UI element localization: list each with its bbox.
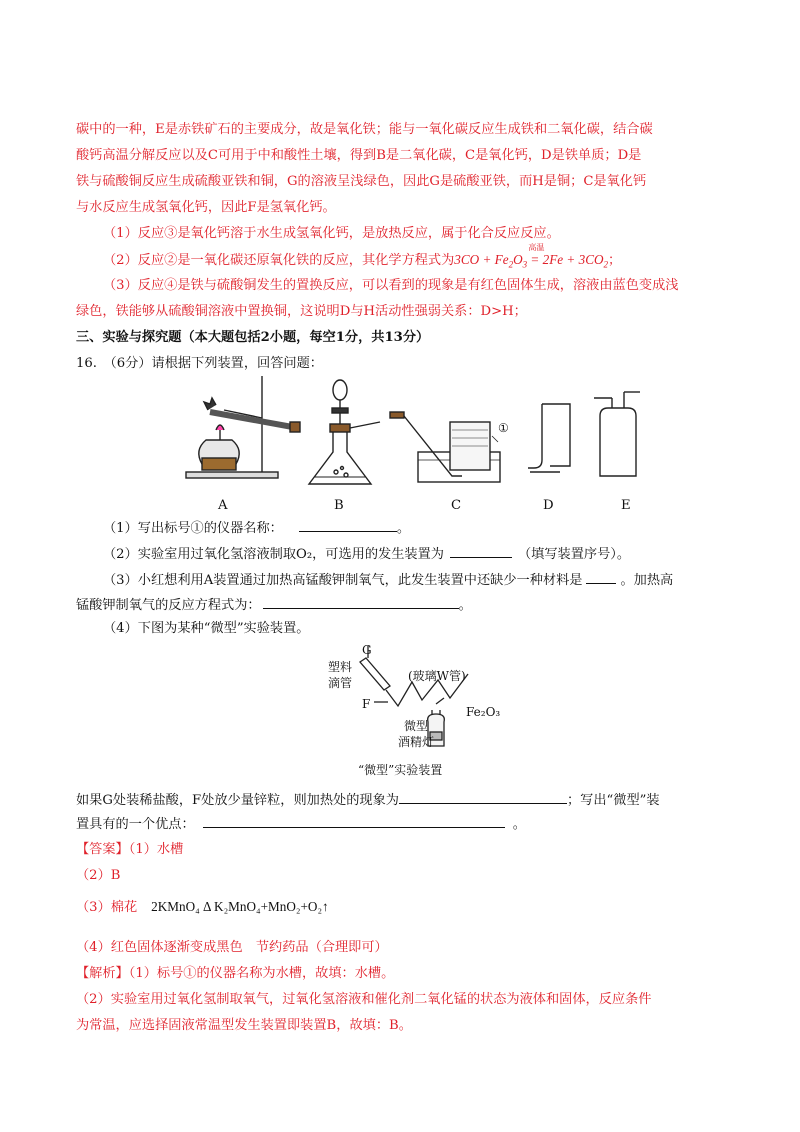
apparatus-e (594, 392, 640, 476)
question-4-text-a: 如果G处装稀盐酸，F处放少量锌粒，则加热处的现象为 (76, 793, 399, 808)
question-4-end: 。 (512, 817, 526, 832)
analysis-line-1 (76, 964, 394, 984)
label-c: C (451, 498, 462, 513)
answer-label: 【答案】 (76, 842, 129, 857)
question-3 (103, 570, 673, 591)
micro-label-lamp-2: 酒精灯 (398, 735, 435, 749)
answer-blank-2[interactable] (450, 544, 512, 558)
micro-label-dropper: 滴管 (328, 676, 353, 690)
solution-answer-2 (103, 243, 622, 275)
question-2 (103, 544, 630, 565)
answer-blank-4a[interactable] (399, 790, 567, 804)
answer-2: （2）B (76, 868, 121, 883)
label-a: A (218, 498, 228, 513)
solution-line: 碳中的一种，E是赤铁矿石的主要成分，故是氧化铁；能与一氧化碳反应生成铁和二氧化碳，结合碳 (76, 122, 653, 137)
question-4-text-b: ；写出“微型”装 (567, 793, 660, 808)
micro-label-lamp-1: 微型 (404, 719, 429, 733)
micro-label-g: G (362, 643, 372, 657)
section-title: 三、实验与探究题（本大题包括2小题，每空1分，共13分） (76, 330, 430, 345)
answer-blank-4b[interactable] (203, 814, 505, 828)
apparatus-figure (180, 372, 650, 512)
answer-blank-3b[interactable] (263, 595, 459, 609)
question-number: 16. （6分）请根据下列装置，回答问题： (76, 356, 323, 371)
micro-label-tube: (玻璃W管) (408, 669, 466, 683)
micro-label-plastic: 塑料 (328, 660, 353, 674)
question-1-text: （1）写出标号①的仪器名称： (103, 521, 283, 536)
question-3-cont (76, 595, 472, 616)
solution-answer-3b: 绿色，铁能够从硫酸铜溶液中置换铜，这说明D与H活动性强弱关系：D>H； (76, 304, 527, 319)
analysis-2b: 为常温，应选择固液常温型发生装置即装置B，故填：B。 (76, 1018, 412, 1033)
micro-label-fe2o3: Fe₂O₃ (466, 705, 501, 719)
question-4: （4）下图为某种“微型”实验装置。 (103, 621, 310, 636)
solution-answer-1: （1）反应③是氧化钙溶于水生成氢氧化钙，是放热反应，属于化合反应反应。 (103, 226, 560, 241)
question-3-text-b: 。加热高 (620, 573, 674, 588)
question-3-text-c: 锰酸钾制氧气的反应方程式为： (76, 598, 261, 613)
question-1-end: 。 (396, 521, 411, 536)
solution-line: 酸钙高温分解反应以及C可用于中和酸性土壤，得到B是二氧化碳，C是氧化钙，D是铁单质；D是 (76, 148, 642, 163)
analysis-2a: （2）实验室用过氧化氢制取氧气，过氧化氢溶液和催化剂二氧化锰的状态为液体和固体，反应条件 (76, 992, 652, 1007)
micro-caption: “微型”实验装置 (358, 763, 443, 777)
solution-answer-3a: （3）反应④是铁与硫酸铜发生的置换反应，可以看到的现象是有红色固体生成，溶液由蓝色变成浅 (103, 278, 679, 293)
answer-line-3 (76, 897, 329, 918)
analysis-1: （1）标号①的仪器名称为水槽，故填：水槽。 (128, 966, 395, 981)
solution-line: 与水反应生成氢氧化钙，因此F是氢氧化钙。 (76, 200, 336, 215)
label-d: D (543, 498, 554, 513)
answer-line-1 (76, 840, 183, 860)
question-4-line-2 (76, 814, 526, 835)
answer-blank-3a[interactable] (586, 570, 616, 584)
analysis-label: 【解析】 (76, 966, 129, 981)
question-4-text-c: 置具有的一个优点： (76, 817, 195, 832)
answer-4: （4）红色固体逐渐变成黑色 节约药品（合理即可） (76, 940, 388, 955)
question-1 (103, 518, 410, 539)
marker-1: ① (498, 421, 509, 435)
question-3-end: 。 (458, 598, 472, 613)
apparatus-b (309, 380, 380, 484)
question-2-end: （填写装置序号）。 (518, 547, 631, 562)
fe2o3-equation: $3CO + Fe_2O_3$ 高温 = $2Fe + 3CO_2$ (454, 252, 608, 267)
apparatus-c (390, 412, 500, 482)
answer-blank-1[interactable] (299, 518, 397, 532)
question-4-line-1 (76, 790, 660, 811)
apparatus-a (186, 376, 300, 478)
solution-line: 铁与硫酸铜反应生成硫酸亚铁和铜，G的溶液呈浅绿色，因此G是硫酸亚铁，而H是铜；C是氧化钙 (76, 174, 647, 189)
label-b: B (334, 498, 344, 513)
answer-1: （1）水槽 (128, 842, 184, 857)
solution-answer-2-end: ； (608, 253, 622, 268)
label-e: E (621, 498, 631, 513)
reaction-condition: 高温 (528, 243, 545, 252)
apparatus-d (528, 404, 570, 472)
solution-answer-2-text: （2）反应②是一氧化碳还原氧化铁的反应，其化学方程式为 (103, 253, 455, 268)
answer-3-prefix: （3）棉花 (76, 900, 138, 915)
question-2-text: （2）实验室用过氧化氢溶液制取O₂，可选用的发生装置为 (103, 547, 444, 562)
kmno4-equation: 2KMnO₄ Δ K₂MnO₄+MnO₂+O₂↑ (151, 899, 329, 914)
micro-label-f: F (362, 697, 371, 711)
question-3-text: （3）小红想利用A装置通过加热高锰酸钾制氧气，此发生装置中还缺少一种材料是 (103, 573, 583, 588)
